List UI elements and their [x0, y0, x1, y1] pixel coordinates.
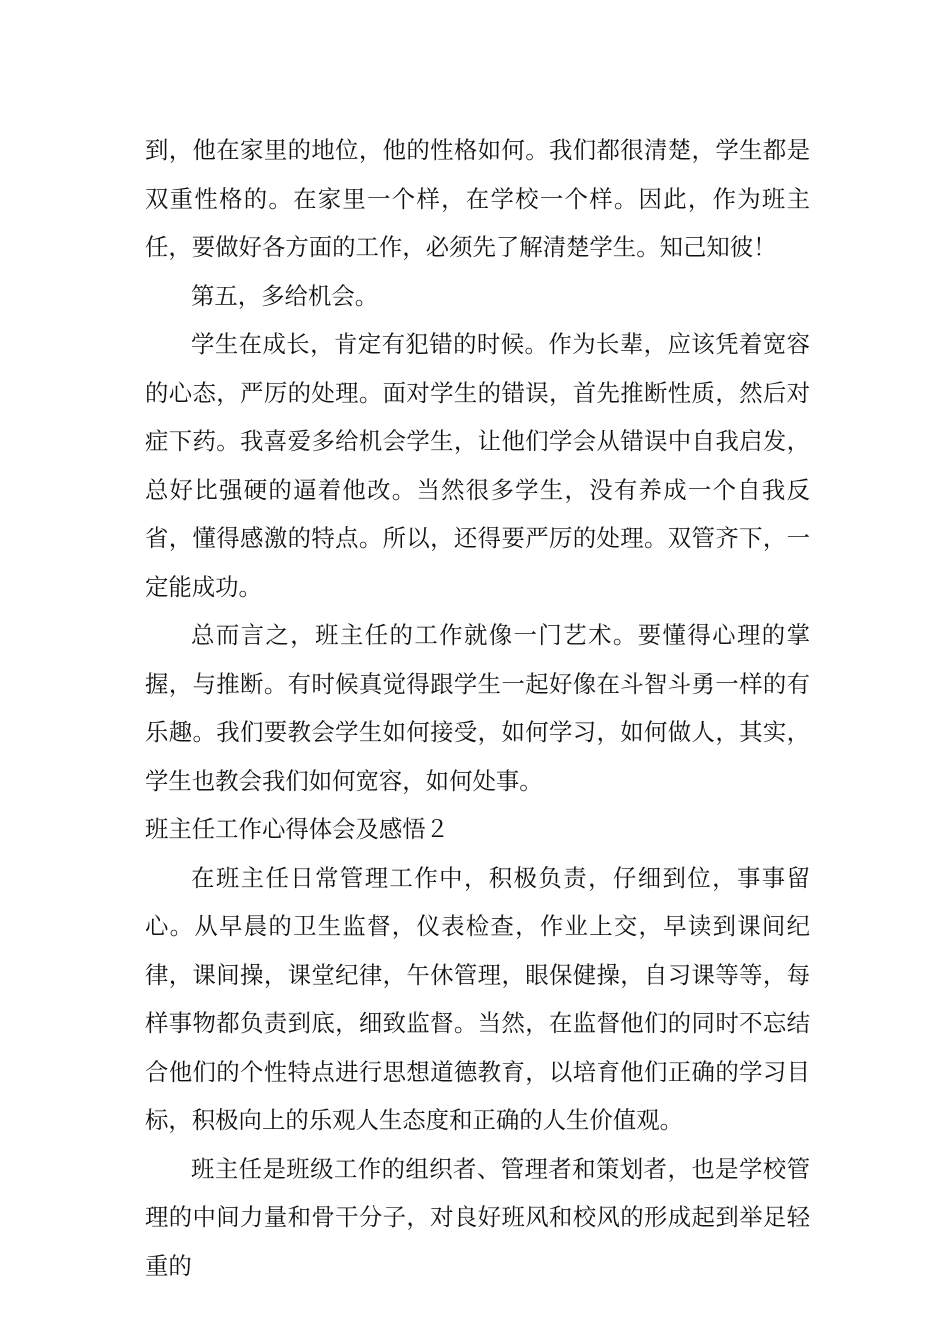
- paragraph-body: 在班主任日常管理工作中，积极负责，仔细到位，事事留心。从早晨的卫生监督，仪表检查，作业上交，早读到课间纪律，课间操，课堂纪律，午休管理，眼保健操，自习课等等，每样事物都负责到底，细致监督。当然，在监督他们的同时不忘结合他们的个性特点进行思想道德教育，以培育他们正确的学习目标，积极向上的乐观人生态度和正确的人生价值观。: [145, 863, 810, 1134]
- paragraph-body: 班主任是班级工作的组织者、管理者和策划者，也是学校管理的中间力量和骨干分子，对良好班风和校风的形成起到举足轻重的: [145, 1154, 810, 1280]
- paragraph-body: 学生在成长，肯定有犯错的时候。作为长辈，应该凭着宽容的心态，严厉的处理。面对学生的错误，首先推断性质，然后对症下药。我喜爱多给机会学生，让他们学会从错误中自我启发，总好比强硬的逼着他改。当然很多学生，没有养成一个自我反省，懂得感激的特点。所以，还得要严厉的处理。双管齐下，一定能成功。: [145, 330, 810, 601]
- paragraph-section-five-title: 第五，多给机会。: [191, 281, 379, 310]
- document-page: [145, 126, 810, 1290]
- paragraph-continuation: 到，他在家里的地位，他的性格如何。我们都很清楚，学生都是双重性格的。在家里一个样，在学校一个样。因此，作为班主任，要做好各方面的工作，必须先了解清楚学生。知己知彼！: [145, 136, 810, 261]
- section-heading: 班主任工作心得体会及感悟２: [145, 815, 450, 843]
- paragraph-body: 总而言之，班主任的工作就像一门艺术。要懂得心理的掌握，与推断。有时候真觉得跟学生一起好像在斗智斗勇一样的有乐趣。我们要教会学生如何接受，如何学习，如何做人，其实，学生也教会我们如何宽容，如何处事。: [145, 621, 810, 795]
